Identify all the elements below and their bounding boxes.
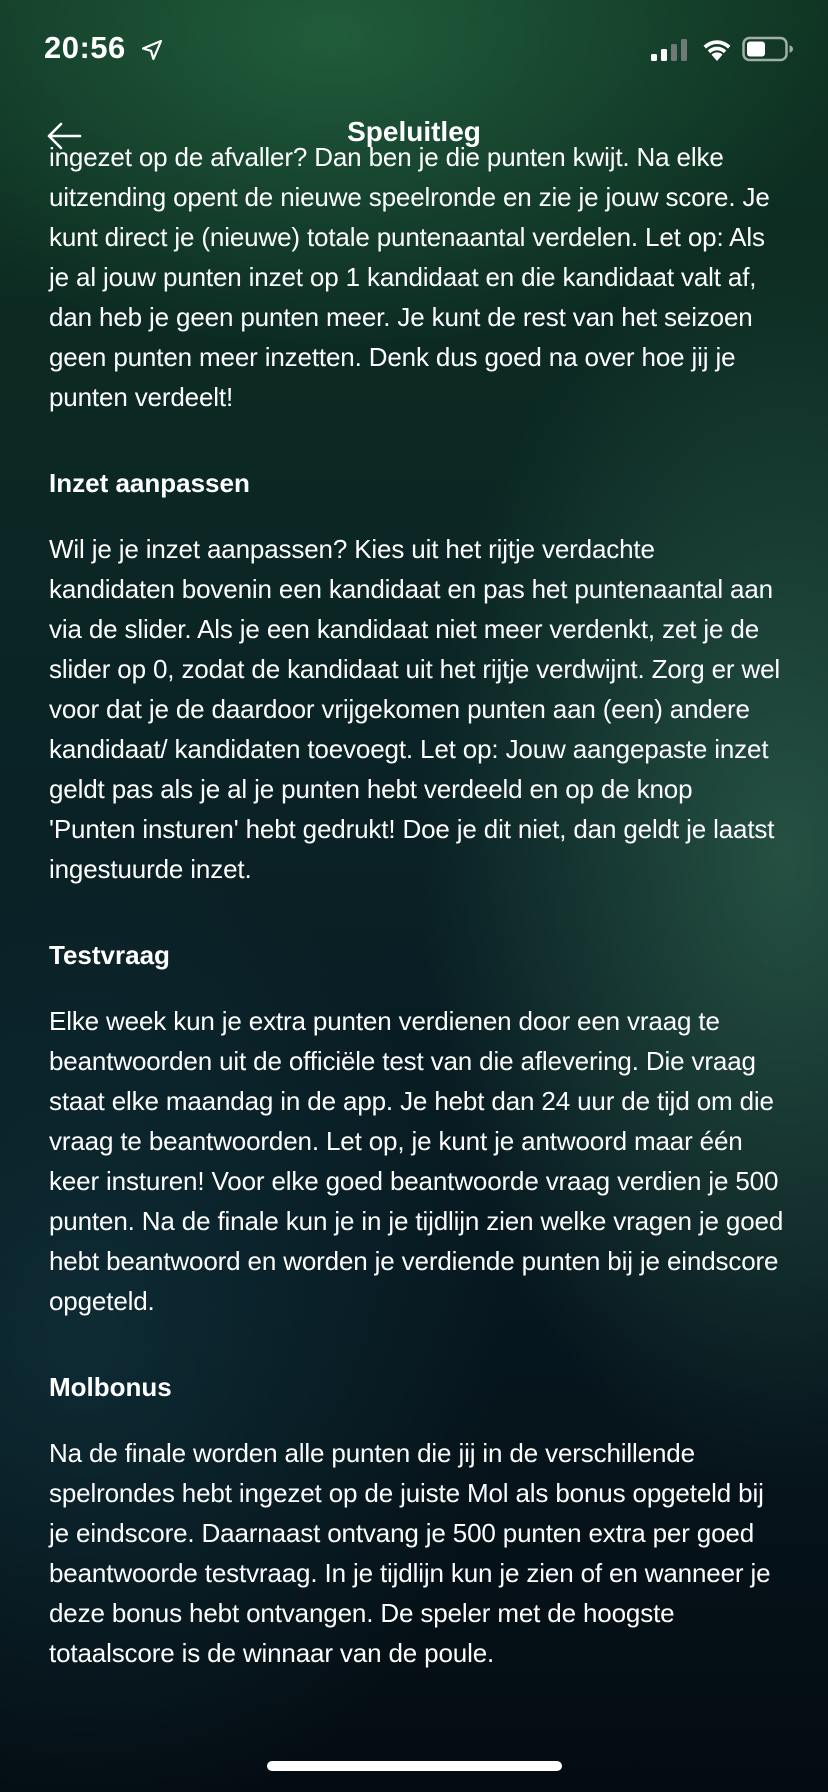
home-indicator[interactable]: [267, 1761, 562, 1771]
intro-paragraph: ingezet op de afvaller? Dan ben je die punten kwijt. Na elke uitzending opent de nieuwe speelronde en zie je jouw score. Je kunt direct je (nieuwe) totale puntenaantal verdelen. Let op: Als je al jouw punten inzet op 1 kandidaat en die kandidaat valt af, dan heb je geen punten meer. Je kunt de rest van het seizoen geen punten meer inzetten. Denk dus goed na over hoe jij je punten verdeelt!: [49, 142, 770, 412]
status-bar: [0, 0, 828, 96]
section-body-testvraag: Elke week kun je extra punten verdienen door een vraag te beantwoorden uit de officiële test van die aflevering. Die vraag staat elke maandag in de app. Je hebt dan 24 uur de tijd om die vraag te beantwoorden. Let op, je kunt je antwoord maar één keer insturen! Voor elke goed beantwoorde vraag verdien je 500 punten. Na de finale kun je in je tijdlijn zien welke vragen je goed hebt beantwoord en worden je verdiende punten bij je eindscore opgeteld.: [49, 1006, 784, 1316]
section-heading-testvraag: Testvraag: [49, 940, 170, 970]
status-time: 20:56: [44, 30, 126, 65]
section-body-inzet-aanpassen: Wil je je inzet aanpassen? Kies uit het rijtje verdachte kandidaten bovenin een kandidaat en pas het puntenaantal aan via de slider. Als je een kandidaat niet meer verdenkt, zet je de slider op 0, zodat de kandidaat uit het rijtje verdwijnt. Zorg er wel voor dat je de daardoor vrijgekomen punten aan (een) andere kandidaat/ kandidaten toevoegt. Let op: Jouw aangepaste inzet geldt pas als je al je punten hebt verdeeld en op de knop 'Punten insturen' hebt gedrukt! Doe je dit niet, dan geldt je laatst ingestuurde inzet.: [49, 534, 781, 884]
location-arrow-icon: [140, 38, 164, 62]
page-title: Speluitleg: [347, 116, 481, 147]
wifi-icon: [700, 36, 734, 62]
battery-icon: [742, 36, 794, 62]
section-body-molbonus: Na de finale worden alle punten die jij in de verschillende spelrondes hebt ingezet op de juiste Mol als bonus opgeteld bij je eindscore. Daarnaast ontvang je 500 punten extra per goed beantwoorde testvraag. In je tijdlijn kun je zien of en wanneer je deze bonus hebt ontvangen. De speler met de hoogste totaalscore is de winnaar van de poule.: [49, 1438, 771, 1668]
rules-content[interactable]: [49, 142, 784, 1708]
section-heading-inzet-aanpassen: Inzet aanpassen: [49, 468, 250, 498]
section-heading-molbonus: Molbonus: [49, 1372, 172, 1402]
cellular-signal-icon: [650, 38, 690, 62]
